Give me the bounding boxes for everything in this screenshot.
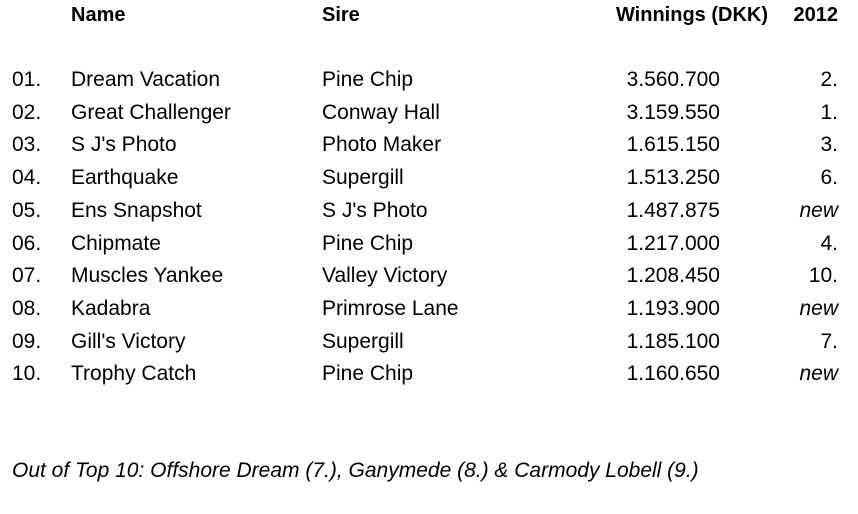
table-header xyxy=(0,0,858,30)
sire-cell: Supergill xyxy=(322,330,404,353)
sire-cell: Photo Maker xyxy=(322,133,442,156)
winnings-cell: 1.208.450 xyxy=(626,264,720,287)
prev-year-cell: 10. xyxy=(808,264,838,287)
prev-year-cell: 3. xyxy=(820,133,838,156)
rank-cell: 03. xyxy=(12,133,42,156)
winnings-cell: 1.513.250 xyxy=(626,166,720,189)
name-cell: Trophy Catch xyxy=(71,362,197,385)
table-row xyxy=(0,229,858,259)
sire-cell: Conway Hall xyxy=(322,101,440,124)
rank-cell: 02. xyxy=(12,101,42,124)
table-row xyxy=(0,65,858,95)
sire-cell: Pine Chip xyxy=(322,362,414,385)
winnings-cell: 3.560.700 xyxy=(626,68,720,91)
winnings-cell: 1.487.875 xyxy=(626,199,720,222)
header-winnings: Winnings (DKK) xyxy=(615,4,768,26)
header-name: Name xyxy=(71,4,126,26)
prev-year-cell: new xyxy=(799,297,838,320)
rank-cell: 08. xyxy=(12,297,42,320)
name-cell: Great Challenger xyxy=(71,101,231,124)
rank-cell: 10. xyxy=(12,362,42,385)
name-cell: Dream Vacation xyxy=(71,68,221,91)
sire-cell: Valley Victory xyxy=(322,264,448,287)
winnings-cell: 1.160.650 xyxy=(626,362,720,385)
winnings-cell: 1.217.000 xyxy=(626,232,720,255)
table-row xyxy=(0,98,858,128)
name-cell: Kadabra xyxy=(71,297,151,320)
table-row xyxy=(0,163,858,193)
header-sire: Sire xyxy=(322,4,360,26)
winnings-cell: 1.193.900 xyxy=(626,297,720,320)
table-row xyxy=(0,196,858,226)
winnings-cell: 1.185.100 xyxy=(626,330,720,353)
rank-cell: 07. xyxy=(12,264,42,287)
prev-year-cell: 7. xyxy=(820,330,838,353)
name-cell: Gill's Victory xyxy=(71,330,186,353)
sire-cell: Pine Chip xyxy=(322,68,414,91)
sire-cell: Pine Chip xyxy=(322,232,414,255)
prev-year-cell: 6. xyxy=(820,166,838,189)
table-row xyxy=(0,130,858,160)
table-row xyxy=(0,261,858,291)
rank-cell: 01. xyxy=(12,68,42,91)
sire-cell: Supergill xyxy=(322,166,404,189)
header-prev-year: 2012 xyxy=(793,4,838,26)
rank-cell: 05. xyxy=(12,199,42,222)
table-row xyxy=(0,327,858,357)
name-cell: Chipmate xyxy=(71,232,161,255)
rank-cell: 06. xyxy=(12,232,42,255)
sire-cell: Primrose Lane xyxy=(322,297,459,320)
prev-year-cell: 1. xyxy=(820,101,838,124)
prev-year-cell: new xyxy=(799,199,838,222)
winnings-cell: 1.615.150 xyxy=(626,133,720,156)
rank-cell: 09. xyxy=(12,330,42,353)
name-cell: Ens Snapshot xyxy=(71,199,202,222)
footnote: Out of Top 10: Offshore Dream (7.), Ganymede (8.) & Carmody Lobell (9.) xyxy=(12,459,699,482)
prev-year-cell: 2. xyxy=(820,68,838,91)
winnings-cell: 3.159.550 xyxy=(626,101,720,124)
name-cell: S J's Photo xyxy=(71,133,177,156)
prev-year-cell: new xyxy=(799,362,838,385)
sire-cell: S J's Photo xyxy=(322,199,428,222)
table-row xyxy=(0,359,858,389)
rank-cell: 04. xyxy=(12,166,42,189)
name-cell: Muscles Yankee xyxy=(71,264,224,287)
prev-year-cell: 4. xyxy=(820,232,838,255)
name-cell: Earthquake xyxy=(71,166,179,189)
table-row xyxy=(0,294,858,324)
